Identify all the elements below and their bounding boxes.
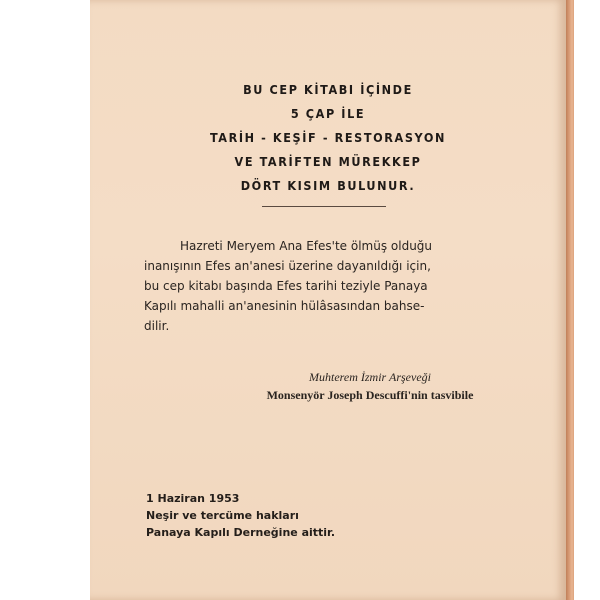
rights-owner: Panaya Kapılı Derneğine aittir. xyxy=(146,526,336,539)
page-edge-stack xyxy=(566,0,574,600)
paragraph-line: dilir. xyxy=(144,319,170,333)
book-page xyxy=(90,0,566,600)
heading-line: DÖRT KISIM BULUNUR. xyxy=(240,178,416,193)
approval-note xyxy=(210,368,530,404)
paragraph-line: bu cep kitabı başında Efes tarihi teziyle Panaya xyxy=(144,279,428,293)
paragraph-line: Hazreti Meryem Ana Efes'te ölmüş olduğu xyxy=(180,239,433,253)
heading-line: BU CEP KİTABI İÇİNDE xyxy=(243,82,413,97)
heading-line: 5 ÇAP İLE xyxy=(290,106,366,121)
heading-line: VE TARİFTEN MÜREKKEP xyxy=(234,154,422,169)
approval-title: Muhterem İzmir Arşeveği xyxy=(309,370,431,384)
intro-paragraph xyxy=(144,236,524,336)
heading-line: TARİH - KEŞİF - RESTORASYON xyxy=(209,130,447,145)
paragraph-line: Kapılı mahalli an'anesinin hülâsasından bahse- xyxy=(144,299,425,313)
paragraph-line: inanışının Efes an'anesi üzerine dayanıldığı için, xyxy=(144,259,431,273)
section-divider xyxy=(262,206,386,207)
publication-date: 1 Haziran 1953 xyxy=(146,492,240,505)
page-heading xyxy=(90,78,566,198)
approval-name: Monsenyör Joseph Descuffi'nin tasvibile xyxy=(266,388,474,402)
publication-footer xyxy=(146,490,476,541)
rights-notice: Neşir ve tercüme hakları xyxy=(146,509,299,522)
